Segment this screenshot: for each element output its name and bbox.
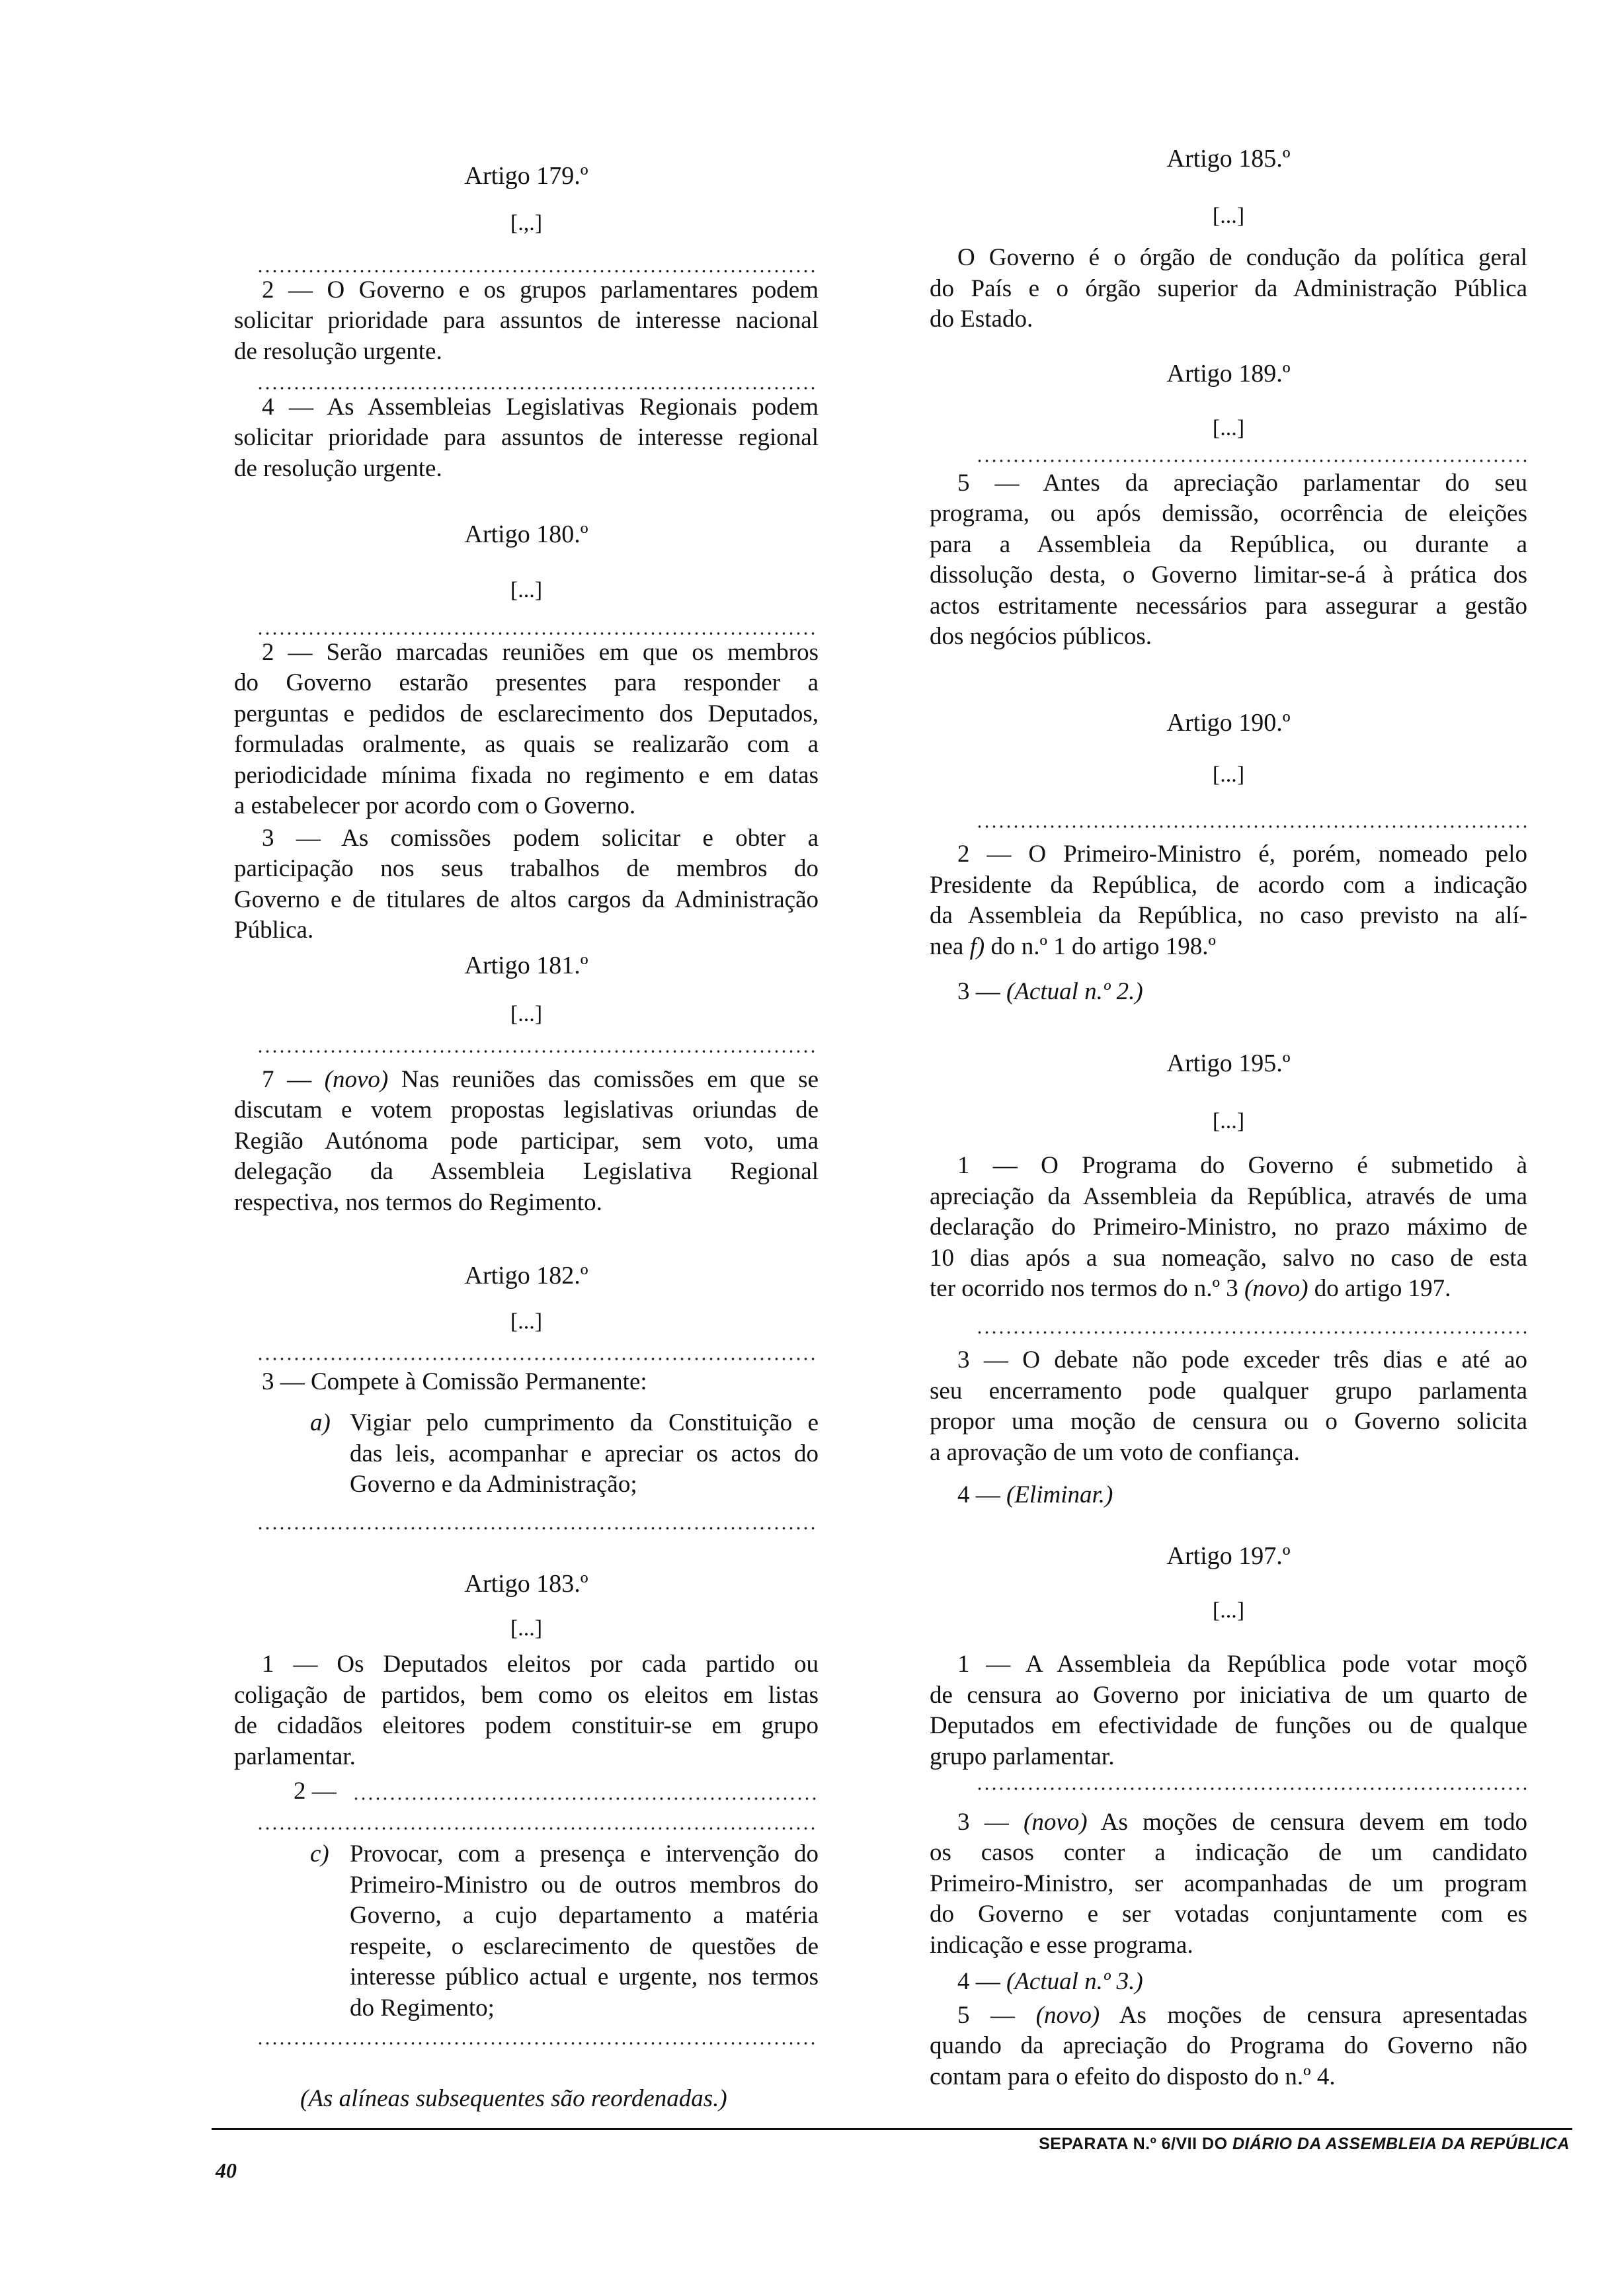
paragraph <box>930 1480 1527 1511</box>
text-line: Governo, a cujo departamento a matéria <box>350 1902 819 1930</box>
paragraph <box>930 1151 1527 1305</box>
text-line: de censura ao Governo por iniciativa de um quarto de <box>930 1681 1527 1709</box>
footer-rule <box>212 2128 1572 2130</box>
text-line: 4 — As Assembleias Legislativas Regionais podem <box>262 393 819 421</box>
page-number: 40 <box>216 2158 237 2182</box>
text-line: do Governo e ser votadas conjuntamente com es <box>930 1901 1527 1928</box>
text-line: Primeiro-Ministro ou de outros membros do <box>350 1871 819 1899</box>
text-line: 2 — O Primeiro-Ministro é, porém, nomeado pelo <box>957 840 1527 868</box>
text-line: contam para o efeito do disposto do n.º 4. <box>930 2063 1336 2090</box>
text-line: 3 — As comissões podem solicitar e obter a <box>262 824 819 852</box>
text-line: seu encerramento pode qualquer grupo parlamenta <box>930 1377 1527 1405</box>
paragraph <box>930 1649 1527 1772</box>
footer-publication-title: SEPARATA N.º 6/VII DO DIÁRIO DA ASSEMBLEIA DA REPÚBLICA <box>1039 2135 1570 2153</box>
paragraph <box>930 2000 1527 2093</box>
paragraph <box>930 468 1527 653</box>
dotted-leader <box>257 632 819 636</box>
paragraph <box>930 977 1527 1008</box>
omission-marker: [...] <box>510 1002 543 1027</box>
text-line: dos negócios públicos. <box>930 623 1152 651</box>
text-line: coligação de partidos, bem como os eleitos em listas <box>234 1681 819 1709</box>
article-heading: Artigo 197.º <box>1166 1542 1291 1571</box>
text-line: Região Autónoma pode participar, sem voto, uma <box>234 1127 819 1155</box>
text-line: 1 — Os Deputados eleitos por cada partido ou <box>262 1651 819 1678</box>
italic-text: (Actual n.º 2.) <box>1006 977 1143 1005</box>
omission-marker: [...] <box>1212 415 1245 440</box>
text-line: 1 — O Programa do Governo é submetido à <box>957 1152 1527 1180</box>
alinea-label: a) <box>310 1409 331 1437</box>
text-line: actos estritamente necessários para assegurar a gestão <box>930 592 1527 620</box>
text-line: 2 — Serão marcadas reuniões em que os membros <box>262 638 819 666</box>
article-heading: Artigo 185.º <box>1166 144 1291 173</box>
paragraph <box>930 243 1527 335</box>
text-line: interesse público actual e urgente, nos termos <box>350 1963 819 1991</box>
paragraph <box>930 839 1527 962</box>
omission-marker: [...] <box>1212 1108 1245 1133</box>
text-line: Primeiro-Ministro, ser acompanhadas de um program <box>930 1869 1527 1897</box>
alinea-item <box>310 1408 819 1500</box>
dotted-leader <box>976 1331 1527 1334</box>
text-line: 10 dias após a sua nomeação, salvo no caso de esta <box>930 1244 1527 1272</box>
text-line: nea f) do n.º 1 do artigo 198.º <box>930 932 1216 960</box>
omission-marker: [...] <box>510 1616 543 1641</box>
article-heading: Artigo 190.º <box>1166 709 1291 737</box>
article-heading: Artigo 180.º <box>464 520 588 548</box>
text-line: formuladas oralmente, as quais se realizarão com a <box>234 731 819 758</box>
italic-text: f) <box>969 932 985 960</box>
paragraph <box>234 1065 819 1219</box>
italic-text: (novo) <box>1024 1808 1088 1836</box>
text-line: 3 — (novo) As moções de censura devem em todo <box>957 1808 1527 1836</box>
article-heading: Artigo 183.º <box>464 1570 588 1598</box>
dotted-leader <box>257 1357 819 1361</box>
text-line: a aprovação de um voto de confiança. <box>930 1438 1300 1466</box>
text-line: de cidadãos eleitores podem constituir-se em grupo <box>234 1712 819 1739</box>
text-line: do Governo estarão presentes para responder a <box>234 669 819 697</box>
omission-marker: [...] <box>510 578 543 603</box>
text-line: solicitar prioridade para assuntos de interesse regional <box>234 424 819 452</box>
text-line: Pública. <box>234 917 314 944</box>
paragraph <box>234 275 819 368</box>
paragraph <box>234 1649 819 1772</box>
omission-marker: [...] <box>510 1309 543 1334</box>
text-line: 7 — (novo) Nas reuniões das comissões em que se <box>262 1065 819 1093</box>
paragraph <box>930 1967 1527 1998</box>
text-line: quando da apreciação do Programa do Governo não <box>930 2032 1527 2060</box>
article-heading: Artigo 179.º <box>464 162 588 190</box>
text-line: indicação e esse programa. <box>930 1931 1193 1959</box>
text-line: 5 — (novo) As moções de censura apresentadas <box>957 2001 1528 2029</box>
paragraph <box>234 637 819 822</box>
text-line: 1 — A Assembleia da República pode votar moçõ <box>957 1651 1527 1678</box>
italic-text: (Eliminar.) <box>1006 1481 1113 1508</box>
alinea-item <box>310 1839 819 2024</box>
left-column <box>234 0 819 2182</box>
article-heading: Artigo 189.º <box>1166 359 1291 388</box>
article-heading: Artigo 182.º <box>464 1261 588 1290</box>
italic-text: (novo) <box>1035 2001 1100 2029</box>
italic-text: (novo) <box>1244 1275 1308 1303</box>
omission-marker: [...] <box>1212 204 1245 229</box>
article-heading: Artigo 195.º <box>1166 1049 1291 1078</box>
paragraph <box>234 823 819 946</box>
text-line: solicitar prioridade para assuntos de interesse nacional <box>234 307 819 335</box>
text-line: Presidente da República, de acordo com a indicação <box>930 871 1527 899</box>
text-line: programa, ou após demissão, ocorrência de eleições <box>930 500 1527 528</box>
dotted-leader <box>257 1049 819 1053</box>
dotted-leader <box>257 2041 819 2045</box>
text-line: 4 — (Actual n.º 3.) <box>957 1967 1143 1995</box>
paragraph <box>930 1807 1527 1961</box>
editorial-note: (As alíneas subsequentes são reordenadas.) <box>300 2084 727 2112</box>
text-line: O Governo é o órgão de condução da política geral <box>957 244 1527 272</box>
text-line: 3 — O debate não pode exceder três dias e até ao <box>957 1346 1527 1374</box>
omission-marker: [.,.] <box>510 211 543 236</box>
text-line: discutam e votem propostas legislativas oriundas de <box>234 1096 819 1124</box>
dotted-leader <box>976 1787 1527 1791</box>
omission-marker: [...] <box>1212 1598 1245 1623</box>
dotted-leader <box>976 825 1527 829</box>
text-line: do Regimento; <box>350 1994 495 2022</box>
dotted-leader <box>257 386 819 390</box>
text-line: 4 — (Eliminar.) <box>957 1481 1113 1508</box>
text-line: de resolução urgente. <box>234 454 442 482</box>
text-line: da Assembleia da República, no caso previsto na alí- <box>930 902 1527 930</box>
text-line: periodicidade mínima fixada no regimento e em datas <box>234 761 819 789</box>
omission-marker: [...] <box>1212 762 1245 787</box>
text-line: Vigiar pelo cumprimento da Constituição e <box>350 1409 819 1437</box>
text-line: propor uma moção de censura ou o Governo solicita <box>930 1408 1527 1436</box>
text-line: 3 — (Actual n.º 2.) <box>957 977 1143 1005</box>
text-line: Provocar, com a presença e intervenção do <box>350 1840 819 1868</box>
text-line: do País e o órgão superior da Administração Pública <box>930 274 1527 302</box>
text-line: 5 — Antes da apreciação parlamentar do seu <box>957 469 1527 497</box>
text-line: parlamentar. <box>234 1742 356 1770</box>
text-line: perguntas e pedidos de esclarecimento dos Deputados, <box>234 700 819 727</box>
alinea-label: c) <box>310 1840 329 1868</box>
dotted-leader <box>257 1526 819 1530</box>
text-line: ter ocorrido nos termos do n.º 3 (novo) do artigo 197. <box>930 1275 1451 1303</box>
text-line: apreciação da Assembleia da República, através de uma <box>930 1182 1527 1210</box>
italic-text: (Actual n.º 3.) <box>1006 1967 1143 1995</box>
dotted-leader <box>976 459 1527 463</box>
text-line: os casos conter a indicação de um candidato <box>930 1839 1527 1867</box>
text-line: a estabelecer por acordo com o Governo. <box>234 792 636 820</box>
italic-text: (novo) <box>324 1065 389 1093</box>
text-line: de resolução urgente. <box>234 337 442 365</box>
paragraph <box>234 392 819 485</box>
article-heading: Artigo 181.º <box>464 952 588 980</box>
text-line: dissolução desta, o Governo limitar-se-á à prática dos <box>930 561 1527 589</box>
item-number: 2 — <box>294 1778 337 1805</box>
text-line: Governo e de titulares de altos cargos da Administração <box>234 885 819 913</box>
text-line: do Estado. <box>930 306 1033 333</box>
text-line: Deputados em efectividade de funções ou de qualque <box>930 1712 1527 1739</box>
paragraph <box>234 1367 819 1398</box>
dotted-leader <box>257 1826 819 1830</box>
text-line: participação nos seus trabalhos de membros do <box>234 855 819 883</box>
paragraph <box>930 1345 1527 1468</box>
text-line: 2 — O Governo e os grupos parlamentares podem <box>262 276 819 304</box>
text-line: Governo e da Administração; <box>350 1471 637 1498</box>
dotted-leader <box>257 269 819 273</box>
dotted-leader <box>352 1797 819 1801</box>
numbered-omission <box>294 1776 819 1807</box>
text-line: delegação da Assembleia Legislativa Regional <box>234 1158 819 1186</box>
text-line: para a Assembleia da República, ou durante a <box>930 530 1527 558</box>
text-line: respeite, o esclarecimento de questões de <box>350 1932 819 1960</box>
text-line: grupo parlamentar. <box>930 1742 1115 1770</box>
text-line: declaração do Primeiro-Ministro, no prazo máximo de <box>930 1213 1527 1241</box>
text-line: das leis, acompanhar e apreciar os actos do <box>350 1440 819 1467</box>
text-line: 3 — Compete à Comissão Permanente: <box>262 1368 647 1396</box>
text-line: respectiva, nos termos do Regimento. <box>234 1188 602 1216</box>
right-column <box>930 0 1527 2182</box>
